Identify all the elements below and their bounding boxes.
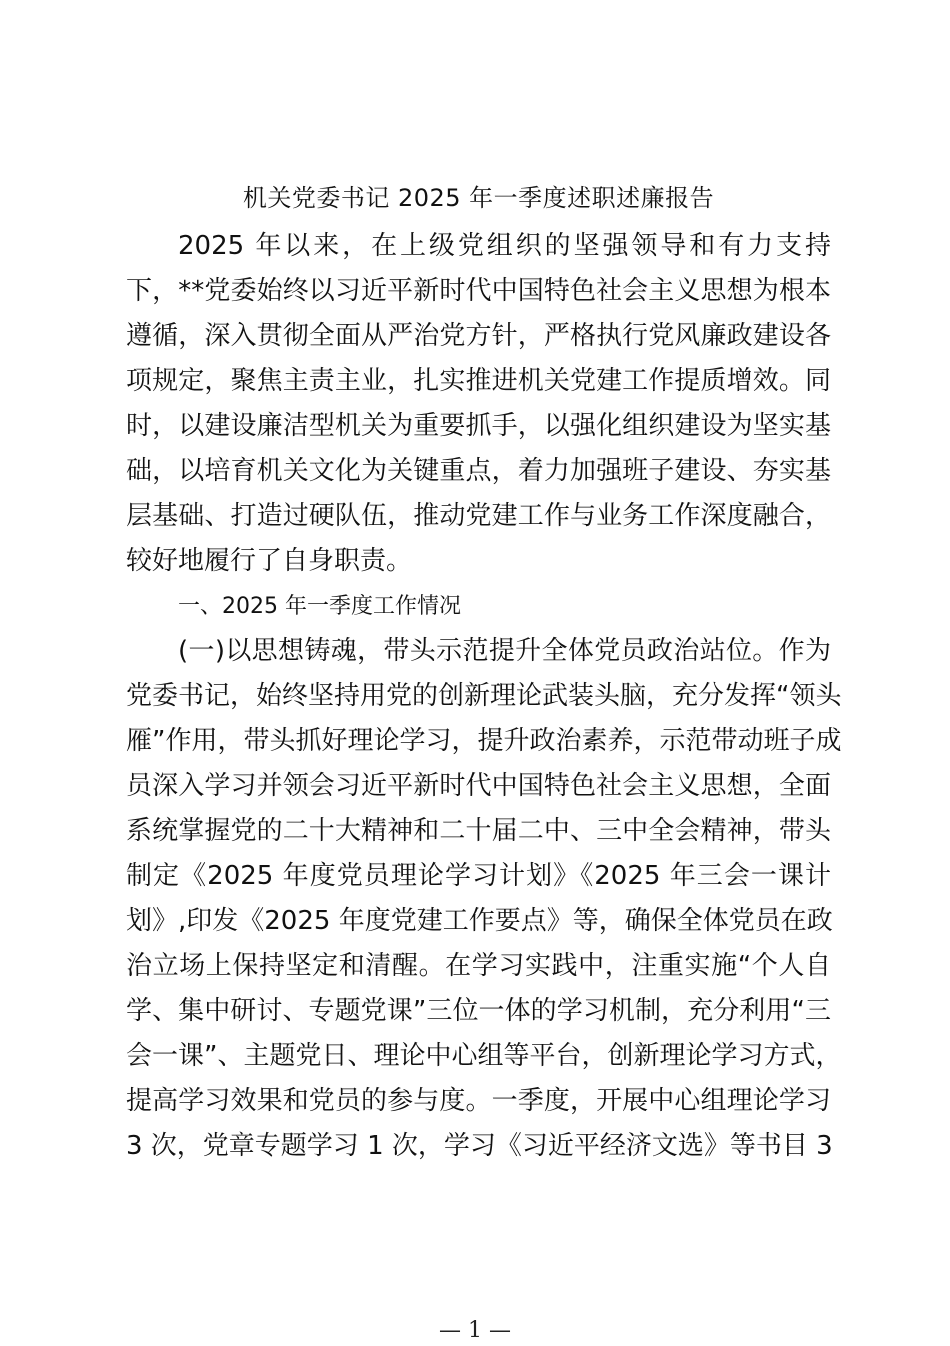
- page-number: — 1 —: [439, 1318, 511, 1343]
- paragraph-line: 划》,印发《2025 年度党建工作要点》等，确保全体党员在政: [126, 906, 833, 936]
- paragraph-line: 治立场上保持坚定和清醒。在学习实践中，注重实施“个人自: [126, 951, 831, 981]
- paragraph-line: 项规定，聚焦主责主业，扎实推进机关党建工作提质增效。同: [126, 366, 831, 396]
- paragraph-line: 系统掌握党的二十大精神和二十届二中、三中全会精神，带头: [126, 816, 831, 846]
- paragraph-line: 时，以建设廉洁型机关为重要抓手，以强化组织建设为坚实基: [126, 411, 831, 441]
- document-title: 机关党委书记 2025 年一季度述职述廉报告: [242, 184, 715, 212]
- paragraph-line: (一)以思想铸魂，带头示范提升全体党员政治站位。作为: [178, 636, 831, 666]
- paragraph-line: 下，**党委始终以习近平新时代中国特色社会主义思想为根本: [126, 276, 831, 306]
- paragraph-line: 3 次，党章专题学习 1 次，学习《习近平经济文选》等书目 3: [126, 1131, 833, 1161]
- paragraph-line: 党委书记，始终坚持用党的创新理论武装头脑，充分发挥“领头: [126, 681, 842, 711]
- paragraph-line: 2025 年以来，在上级党组织的坚强领导和有力支持: [178, 231, 831, 261]
- paragraph-line: 层基础、打造过硬队伍，推动党建工作与业务工作深度融合，: [126, 501, 831, 531]
- paragraph-line: 础，以培育机关文化为关键重点，着力加强班子建设、夯实基: [126, 456, 831, 486]
- paragraph-line: 员深入学习并领会习近平新时代中国特色社会主义思想，全面: [126, 771, 831, 801]
- paragraph-line: 会一课”、主题党日、理论中心组等平台，创新理论学习方式，: [126, 1041, 842, 1071]
- paragraph-line: 雁”作用，带头抓好理论学习，提升政治素养，示范带动班子成: [126, 726, 842, 756]
- paragraph-line: 学、集中研讨、专题党课”三位一体的学习机制，充分利用“三: [126, 996, 831, 1026]
- paragraph-line: 较好地履行了自身职责。: [126, 546, 413, 576]
- paragraph-line: 提高学习效果和党员的参与度。一季度，开展中心组理论学习: [126, 1086, 831, 1116]
- document-body: [126, 224, 842, 1169]
- section-heading: 一、2025 年一季度工作情况: [178, 594, 461, 619]
- paragraph-line: 遵循，深入贯彻全面从严治党方针，严格执行党风廉政建设各: [126, 321, 831, 351]
- paragraph-line: 制定《2025 年度党员理论学习计划》《2025 年三会一课计: [126, 861, 831, 891]
